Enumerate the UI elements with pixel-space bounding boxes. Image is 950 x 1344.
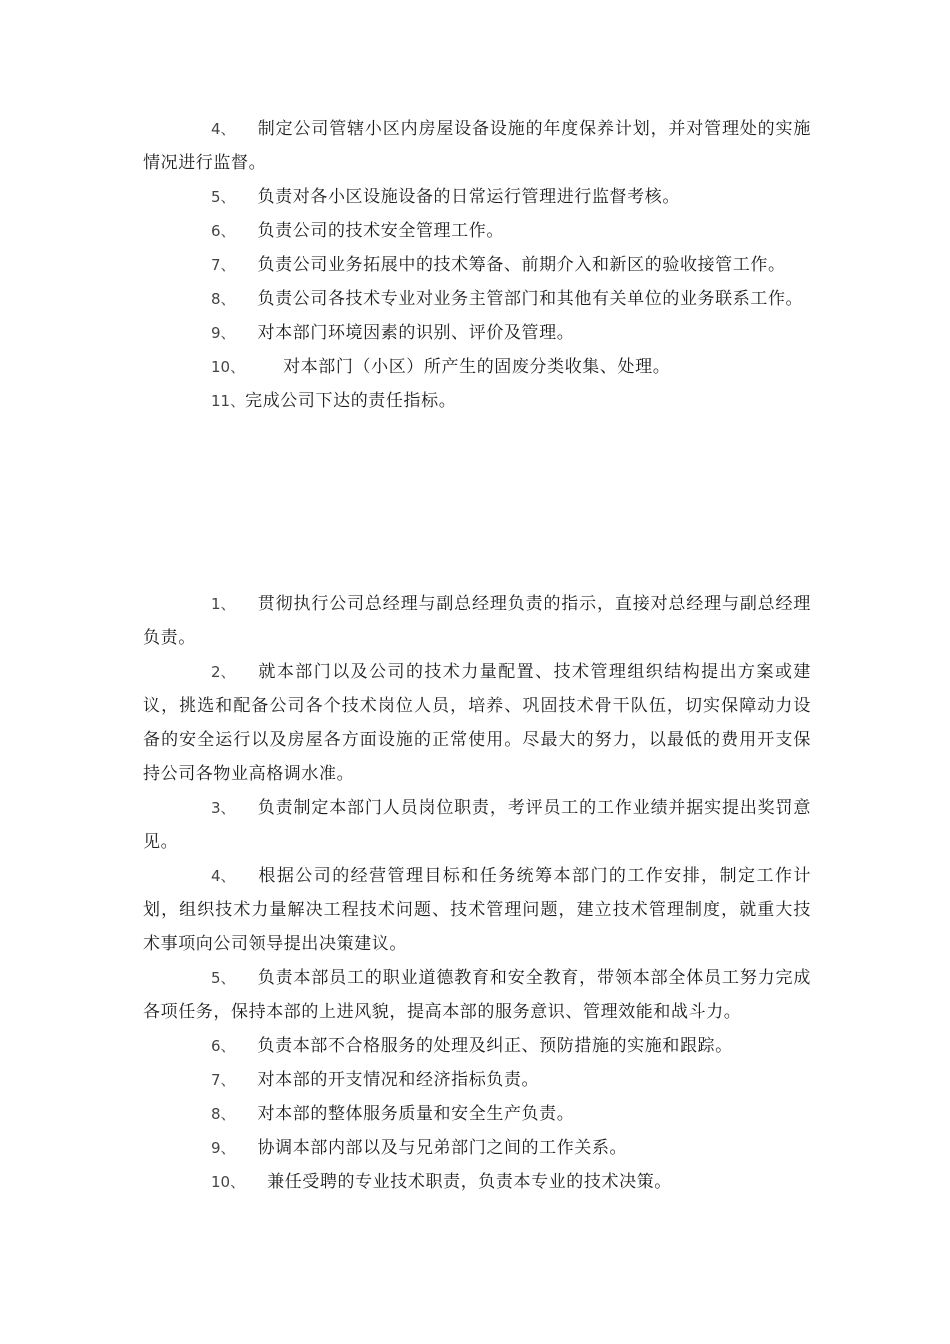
item-number: 5、 [211,969,236,987]
list-item [143,1097,811,1131]
item-text: 对本部的整体服务质量和安全生产负责。 [257,1104,575,1124]
responsibility-list-continued [143,112,811,418]
item-text: 负责公司的技术安全管理工作。 [257,221,504,241]
item-number: 9、 [211,324,236,342]
item-text: 负责制定本部门人员岗位职责，考评员工的工作业绩并据实提出奖罚意见。 [143,798,811,852]
item-number: 1、 [211,595,236,613]
list-item [143,350,811,384]
list-item [143,316,811,350]
list-item [143,587,811,655]
list-item [143,961,811,1029]
list-item [143,282,811,316]
item-number: 10、 [211,358,246,376]
item-text: 负责对各小区设施设备的日常运行管理进行监督考核。 [257,187,680,207]
item-number: 6、 [211,222,236,240]
list-item [143,859,811,961]
item-text: 对本部门（小区）所产生的固废分类收集、处理。 [283,357,671,377]
item-text: 对本部的开支情况和经济指标负责。 [257,1070,540,1090]
item-text: 贯彻执行公司总经理与副总经理负责的指示，直接对总经理与副总经理负责。 [143,594,811,648]
item-number: 7、 [211,1071,236,1089]
item-number: 10、 [211,1173,246,1191]
item-number: 8、 [211,1105,236,1123]
list-item [143,1165,811,1199]
list-item [143,248,811,282]
item-number: 6、 [211,1037,236,1055]
item-text: 就本部门以及公司的技术力量配置、技术管理组织结构提出方案或建议，挑选和配备公司各个技术岗位人员，培养、巩固技术骨干队伍，切实保障动力设备的安全运行以及房屋各方面设施的正常使用。尽最大的努力，以最低的费用开支保持公司各物业高格调水准。 [143,662,811,784]
list-item [143,655,811,791]
item-number: 2、 [211,663,236,681]
responsibility-list-manager [143,587,811,1199]
item-number: 3、 [211,799,236,817]
item-text: 制定公司管辖小区内房屋设备设施的年度保养计划，并对管理处的实施情况进行监督。 [143,119,811,173]
item-number: 9、 [211,1139,236,1157]
item-text: 兼任受聘的专业技术职责，负责本专业的技术决策。 [267,1172,672,1192]
item-number: 7、 [211,256,236,274]
list-item [143,1029,811,1063]
list-item [143,791,811,859]
item-number: 4、 [211,867,236,885]
item-number: 11、 [211,392,246,410]
list-item [143,214,811,248]
item-text: 负责公司业务拓展中的技术筹备、前期介入和新区的验收接管工作。 [257,255,786,275]
list-item [143,1063,811,1097]
item-text: 负责本部员工的职业道德教育和安全教育，带领本部全体员工努力完成各项任务，保持本部的上进风貌，提高本部的服务意识、管理效能和战斗力。 [143,968,811,1022]
item-text: 对本部门环境因素的识别、评价及管理。 [257,323,575,343]
item-text: 负责本部不合格服务的处理及纠正、预防措施的实施和跟踪。 [257,1036,733,1056]
list-item [143,1131,811,1165]
item-number: 8、 [211,290,236,308]
item-text: 协调本部内部以及与兄弟部门之间的工作关系。 [257,1138,628,1158]
item-number: 4、 [211,120,236,138]
item-number: 5、 [211,188,236,206]
list-item [143,180,811,214]
list-item [143,384,811,418]
item-text: 完成公司下达的责任指标。 [245,391,457,411]
item-text: 根据公司的经营管理目标和任务统筹本部门的工作安排，制定工作计划，组织技术力量解决工程技术问题、技术管理问题，建立技术管理制度，就重大技术事项向公司领导提出决策建议。 [143,866,811,954]
item-text: 负责公司各技术专业对业务主管部门和其他有关单位的业务联系工作。 [257,289,804,309]
list-item [143,112,811,180]
